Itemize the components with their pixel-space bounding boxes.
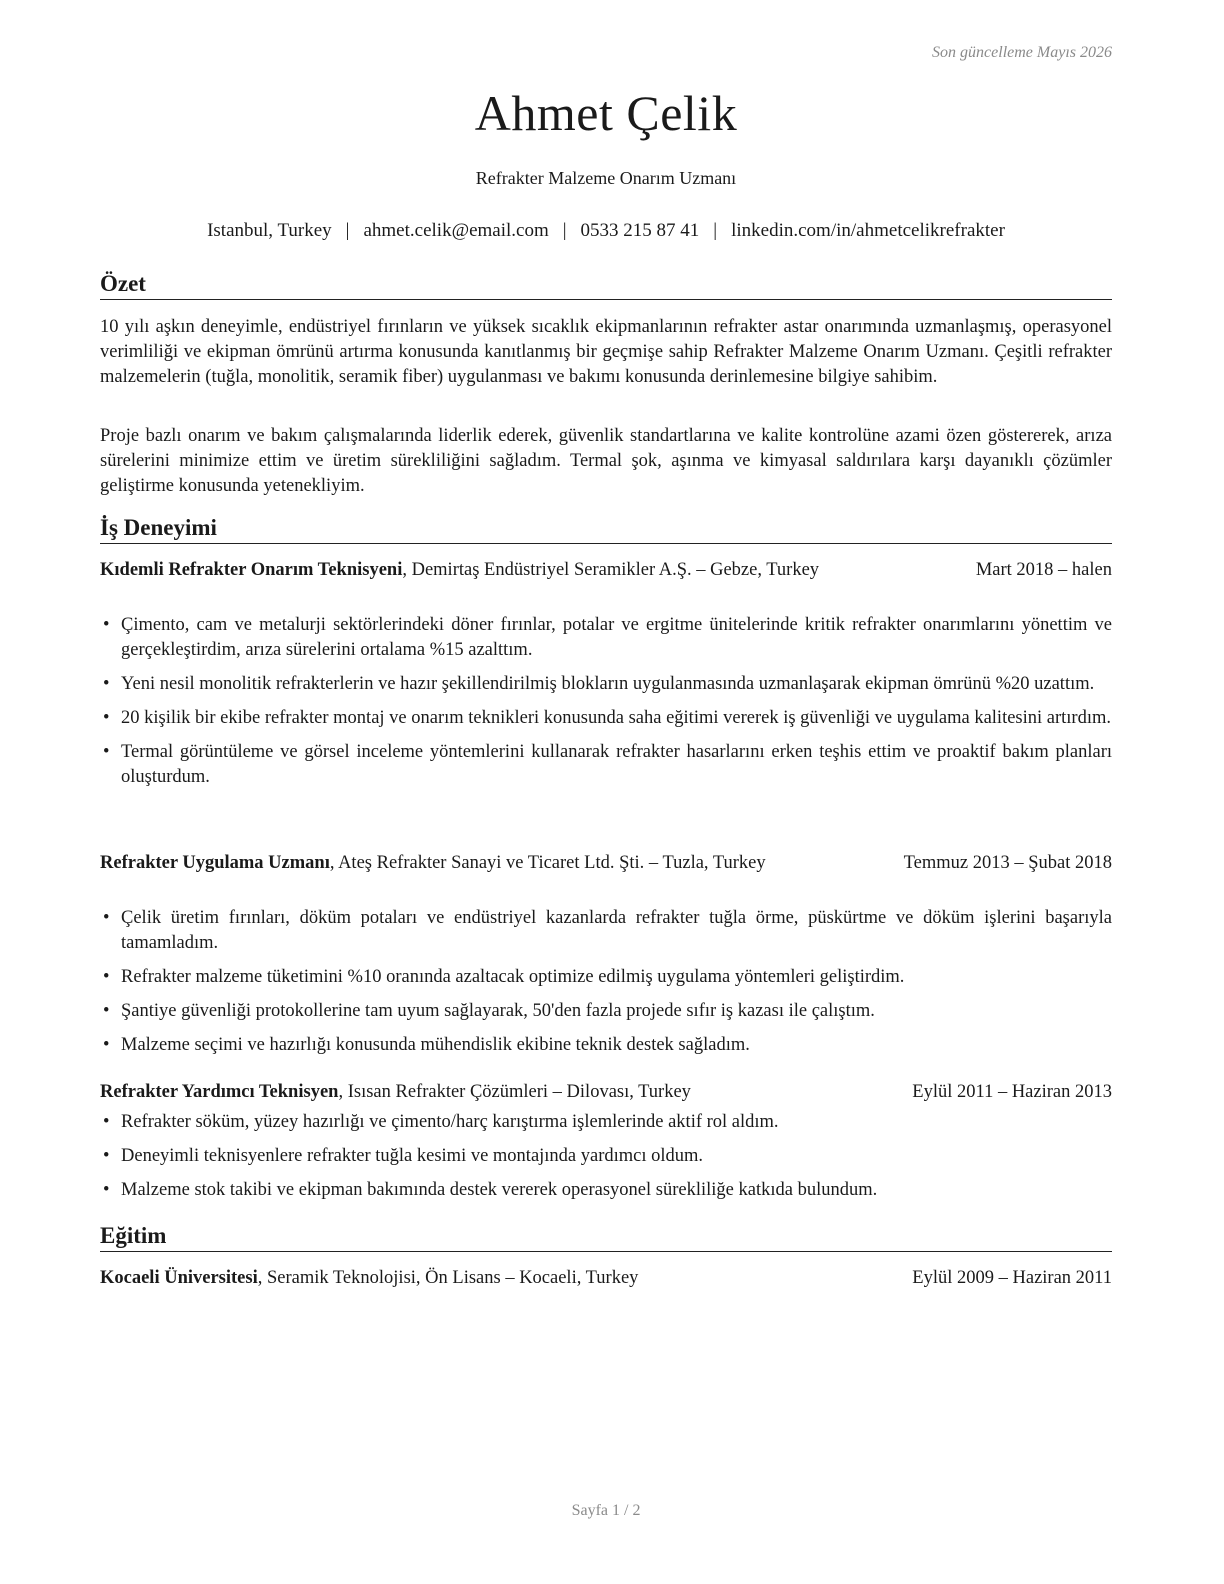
job-header [100, 851, 1112, 901]
contact-location: Istanbul, Turkey [207, 220, 332, 241]
list-item: • Termal görüntüleme ve görsel inceleme yöntemlerini kullanarak refrakter hasarlarını erken teşhis ettim ve proaktif bakım planları oluşturdum. [103, 742, 1112, 787]
job-header [100, 1080, 1112, 1105]
summary-paragraph: 10 yılı aşkın deneyimle, endüstriyel fırınların ve yüksek sıcaklık ekipmanlarının refrakter astar onarımında uzmanlaşmış, operasyonel verimliliği ve ekipman ömrünü artırma konusunda kanıtlanmış bir geçmişe sahip Refrakter Malzeme Onarım Uzmanı. Çeşitli refrakter malzemelerin (tuğla, monolitik, seramik fiber) uygulanması ve bakımı konusunda derinlemesine bilgiye sahibim. [100, 317, 1112, 387]
list-item: • Malzeme stok takibi ve ekipman bakımında destek vererek operasyonel sürekliliğe katkıda bulundum. [100, 1178, 1112, 1203]
job-role: Kıdemli Refrakter Onarım Teknisyeni [100, 560, 403, 580]
summary-paragraph: Proje bazlı onarım ve bakım çalışmalarında liderlik ederek, güvenlik standartlarına ve kalite kontrolüne azami özen göstererek, arıza sürelerini minimize ettim ve üretim sürekliliğini sağladım. Termal şok, aşınma ve kimyasal saldırılara karşı dayanıklı çözümler geliştirme konusunda yetenekliyim. [100, 426, 1112, 496]
bullet-icon: • [103, 908, 110, 928]
bullet-icon: • [103, 1001, 110, 1021]
list-item: • Şantiye güvenliği protokollerine tam uyum sağlayarak, 50'den fazla projede sıfır iş kazası ile çalıştım. [100, 999, 1112, 1024]
resume-page [100, 0, 1112, 1584]
page-number: Sayfa 1 / 2 [571, 1502, 641, 1519]
separator: | [713, 220, 718, 241]
bullet-icon: • [103, 967, 110, 987]
job-dates: Temmuz 2013 – Şubat 2018 [903, 853, 1112, 873]
job-role-company [100, 851, 890, 876]
education-school-detail [100, 1266, 638, 1291]
job-company: , Isısan Refrakter Çözümleri – Dilovası, Turkey [338, 1082, 691, 1102]
education-detail: , Seramik Teknolojisi, Ön Lisans – Kocaeli, Turkey [257, 1268, 639, 1288]
separator: | [562, 220, 567, 241]
list-item: • Refrakter söküm, yüzey hazırlığı ve çimento/harç karıştırma işlemlerinde aktif rol aldım. [100, 1110, 1112, 1135]
job-company: , Ateş Refrakter Sanayi ve Ticaret Ltd. Şti. – Tuzla, Turkey [329, 853, 766, 873]
list-item: • Çelik üretim fırınları, döküm potaları ve endüstriyel kazanlarda refrakter tuğla örme, püskürtme ve döküm işlerini başarıyla tamamladım. [103, 908, 1112, 953]
section-title-education: Eğitim [100, 1222, 1112, 1252]
education-entry [100, 1266, 1112, 1291]
education-school: Kocaeli Üniversitesi [100, 1268, 258, 1288]
bullet-icon: • [103, 708, 110, 728]
bullet-icon: • [103, 742, 110, 762]
section-title-experience: İş Deneyimi [100, 514, 1112, 544]
list-item: • Yeni nesil monolitik refrakterlerin ve hazır şekillendirilmiş blokların uygulanmasında uzmanlaşarak ekipman ömrünü %20 uzattım. [100, 672, 1112, 697]
list-item: • Çimento, cam ve metalurji sektörlerindeki döner fırınlar, potalar ve ergitme ünitelerinde kritik refrakter onarımlarını yönettim ve gerçekleştirdim, arıza sürelerini ortalama %15 azalttım. [103, 615, 1112, 660]
job-dates: Eylül 2011 – Haziran 2013 [912, 1082, 1112, 1102]
job-title: Refrakter Malzeme Onarım Uzmanı [475, 168, 737, 188]
job-bullets [100, 906, 1112, 1067]
bullet-icon: • [103, 1112, 110, 1132]
list-item: • Malzeme seçimi ve hazırlığı konusunda mühendislik ekibine teknik destek sağladım. [100, 1033, 1112, 1058]
job-role: Refrakter Uygulama Uzmanı [100, 853, 330, 873]
contact-email[interactable]: ahmet.celik@email.com [363, 220, 549, 241]
bullet-icon: • [103, 1146, 110, 1166]
job-company: , Demirtaş Endüstriyel Seramikler A.Ş. – Gebze, Turkey [402, 560, 820, 580]
bullet-icon: • [103, 674, 110, 694]
section-title-summary: Özet [100, 270, 1112, 300]
job-role-company [100, 558, 880, 583]
separator: | [345, 220, 350, 241]
last-updated: Son güncelleme Mayıs 2026 [932, 44, 1112, 61]
list-item: • 20 kişilik bir ekibe refrakter montaj ve onarım teknikleri konusunda saha eğitimi vererek iş güvenliği ve uygulama kalitesini artırdım. [100, 706, 1112, 731]
job-role-company [100, 1080, 691, 1105]
bullet-icon: • [103, 615, 110, 635]
education-dates: Eylül 2009 – Haziran 2011 [912, 1268, 1112, 1288]
contact-phone[interactable]: 0533 215 87 41 [580, 220, 700, 241]
job-dates: Mart 2018 – halen [975, 560, 1112, 580]
contact-line [100, 220, 1112, 242]
contact-linkedin[interactable]: linkedin.com/in/ahmetcelikrefrakter [731, 220, 1005, 241]
bullet-icon: • [103, 1035, 110, 1055]
person-name: Ahmet Çelik [474, 85, 738, 141]
job-bullets [100, 1110, 1112, 1212]
job-header [100, 558, 1112, 608]
job-bullets [100, 613, 1112, 799]
list-item: • Deneyimli teknisyenlere refrakter tuğla kesimi ve montajında yardımcı oldum. [100, 1144, 1112, 1169]
bullet-icon: • [103, 1180, 110, 1200]
list-item: • Refrakter malzeme tüketimini %10 oranında azaltacak optimize edilmiş uygulama yöntemleri geliştirdim. [100, 965, 1112, 990]
job-role: Refrakter Yardımcı Teknisyen [100, 1082, 339, 1102]
